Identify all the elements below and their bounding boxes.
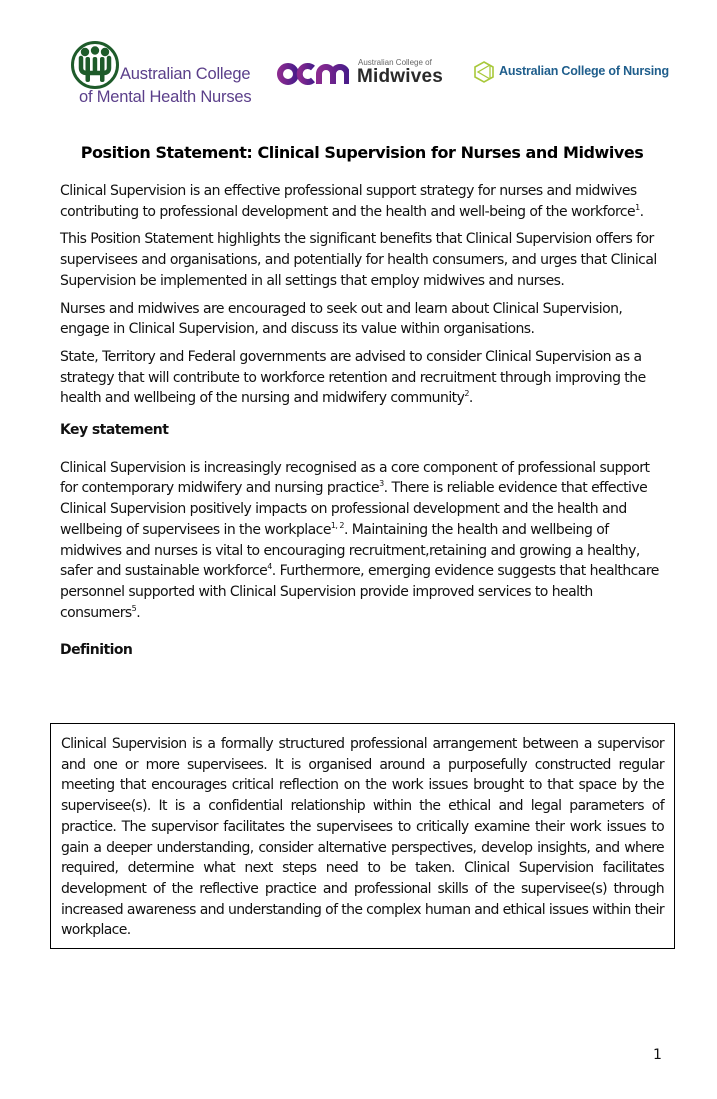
document-body [60,181,668,678]
acn-logo [473,60,669,86]
definition-box [50,723,675,949]
acmhn-people-circle-icon [70,40,120,90]
intro-paragraph-1: Clinical Supervision is an effective professional support strategy for nurses and midwives contributing to professional development and the health and well-being of the workforce$^1$. [60,183,644,220]
page-title: Position Statement: Clinical Supervision for Nurses and Midwives [80,143,644,162]
key-statement-paragraph: Clinical Supervision is increasingly recognised as a core component of professional support for contemporary midwifery and nursing practice$^3$. There is reliable evidence that effective Clinical Supervision positively impacts on professional development and the health and wellbeing of supervisees in the workplace$^{1, 2}$. Maintaining the health and wellbeing of midwives and nurses is vital to encouraging recruitment,retaining and growing a healthy, safer and sustainable workforce$^4$. Furthermore, emerging evidence suggests that healthcare personnel supported with Clinical Supervision provide improved services to health consumers$^5$. [60,459,659,621]
definition-text: Clinical Supervision is a formally structured professional arrangement between a supervisor and one or more supervisees. It is organised around a purposefully constructed regular meeting that encourages critical reflection on the work issues brought to that space by the supervisee(s). It is a confidential relationship within the ethical and legal parameters of practice. The supervisor facilitates the supervisees to critically examine their work issues to gain a deeper understanding, consider alternative perspectives, develop insights, and where required, determine what next steps need to be taken. Clinical Supervision facilitates development of the reflective practice and professional skills of the supervisee(s) through increased awareness and understanding of the complex human and ethical issues within their workplace. [61,736,664,939]
acm-small-text: Australian College of [358,58,432,67]
acm-big-text: Midwives [357,66,444,87]
acmhn-logo [70,40,270,112]
acn-hexagon-icon [473,61,495,83]
definition-heading: Definition [60,642,133,659]
intro-paragraph-3: Nurses and midwives are encouraged to seek out and learn about Clinical Supervision, engage in Clinical Supervision, and discuss its value within organisations. [60,300,623,338]
acm-logo [277,58,447,90]
key-statement-heading: Key statement [60,422,169,439]
intro-paragraph-4: State, Territory and Federal governments are advised to consider Clinical Supervision as a strategy that will contribute to workforce retention and recruitment through improving the health and wellbeing of the nursing and midwifery community$^2$. [60,348,646,407]
acmhn-name-line2: of Mental Health Nurses [79,88,252,106]
acmhn-name-line1: Australian College [120,65,251,83]
logo-bar [0,36,717,116]
acn-name: Australian College of Nursing [499,64,669,78]
page-number: 1 [653,1047,662,1063]
acm-mark-icon [277,60,349,86]
intro-paragraph-2: This Position Statement highlights the significant benefits that Clinical Supervision offers for supervisees and organisations, and potentially for health consumers, and urges that Clinical Supervision be implemented in all settings that employ midwives and nurses. [60,231,657,289]
